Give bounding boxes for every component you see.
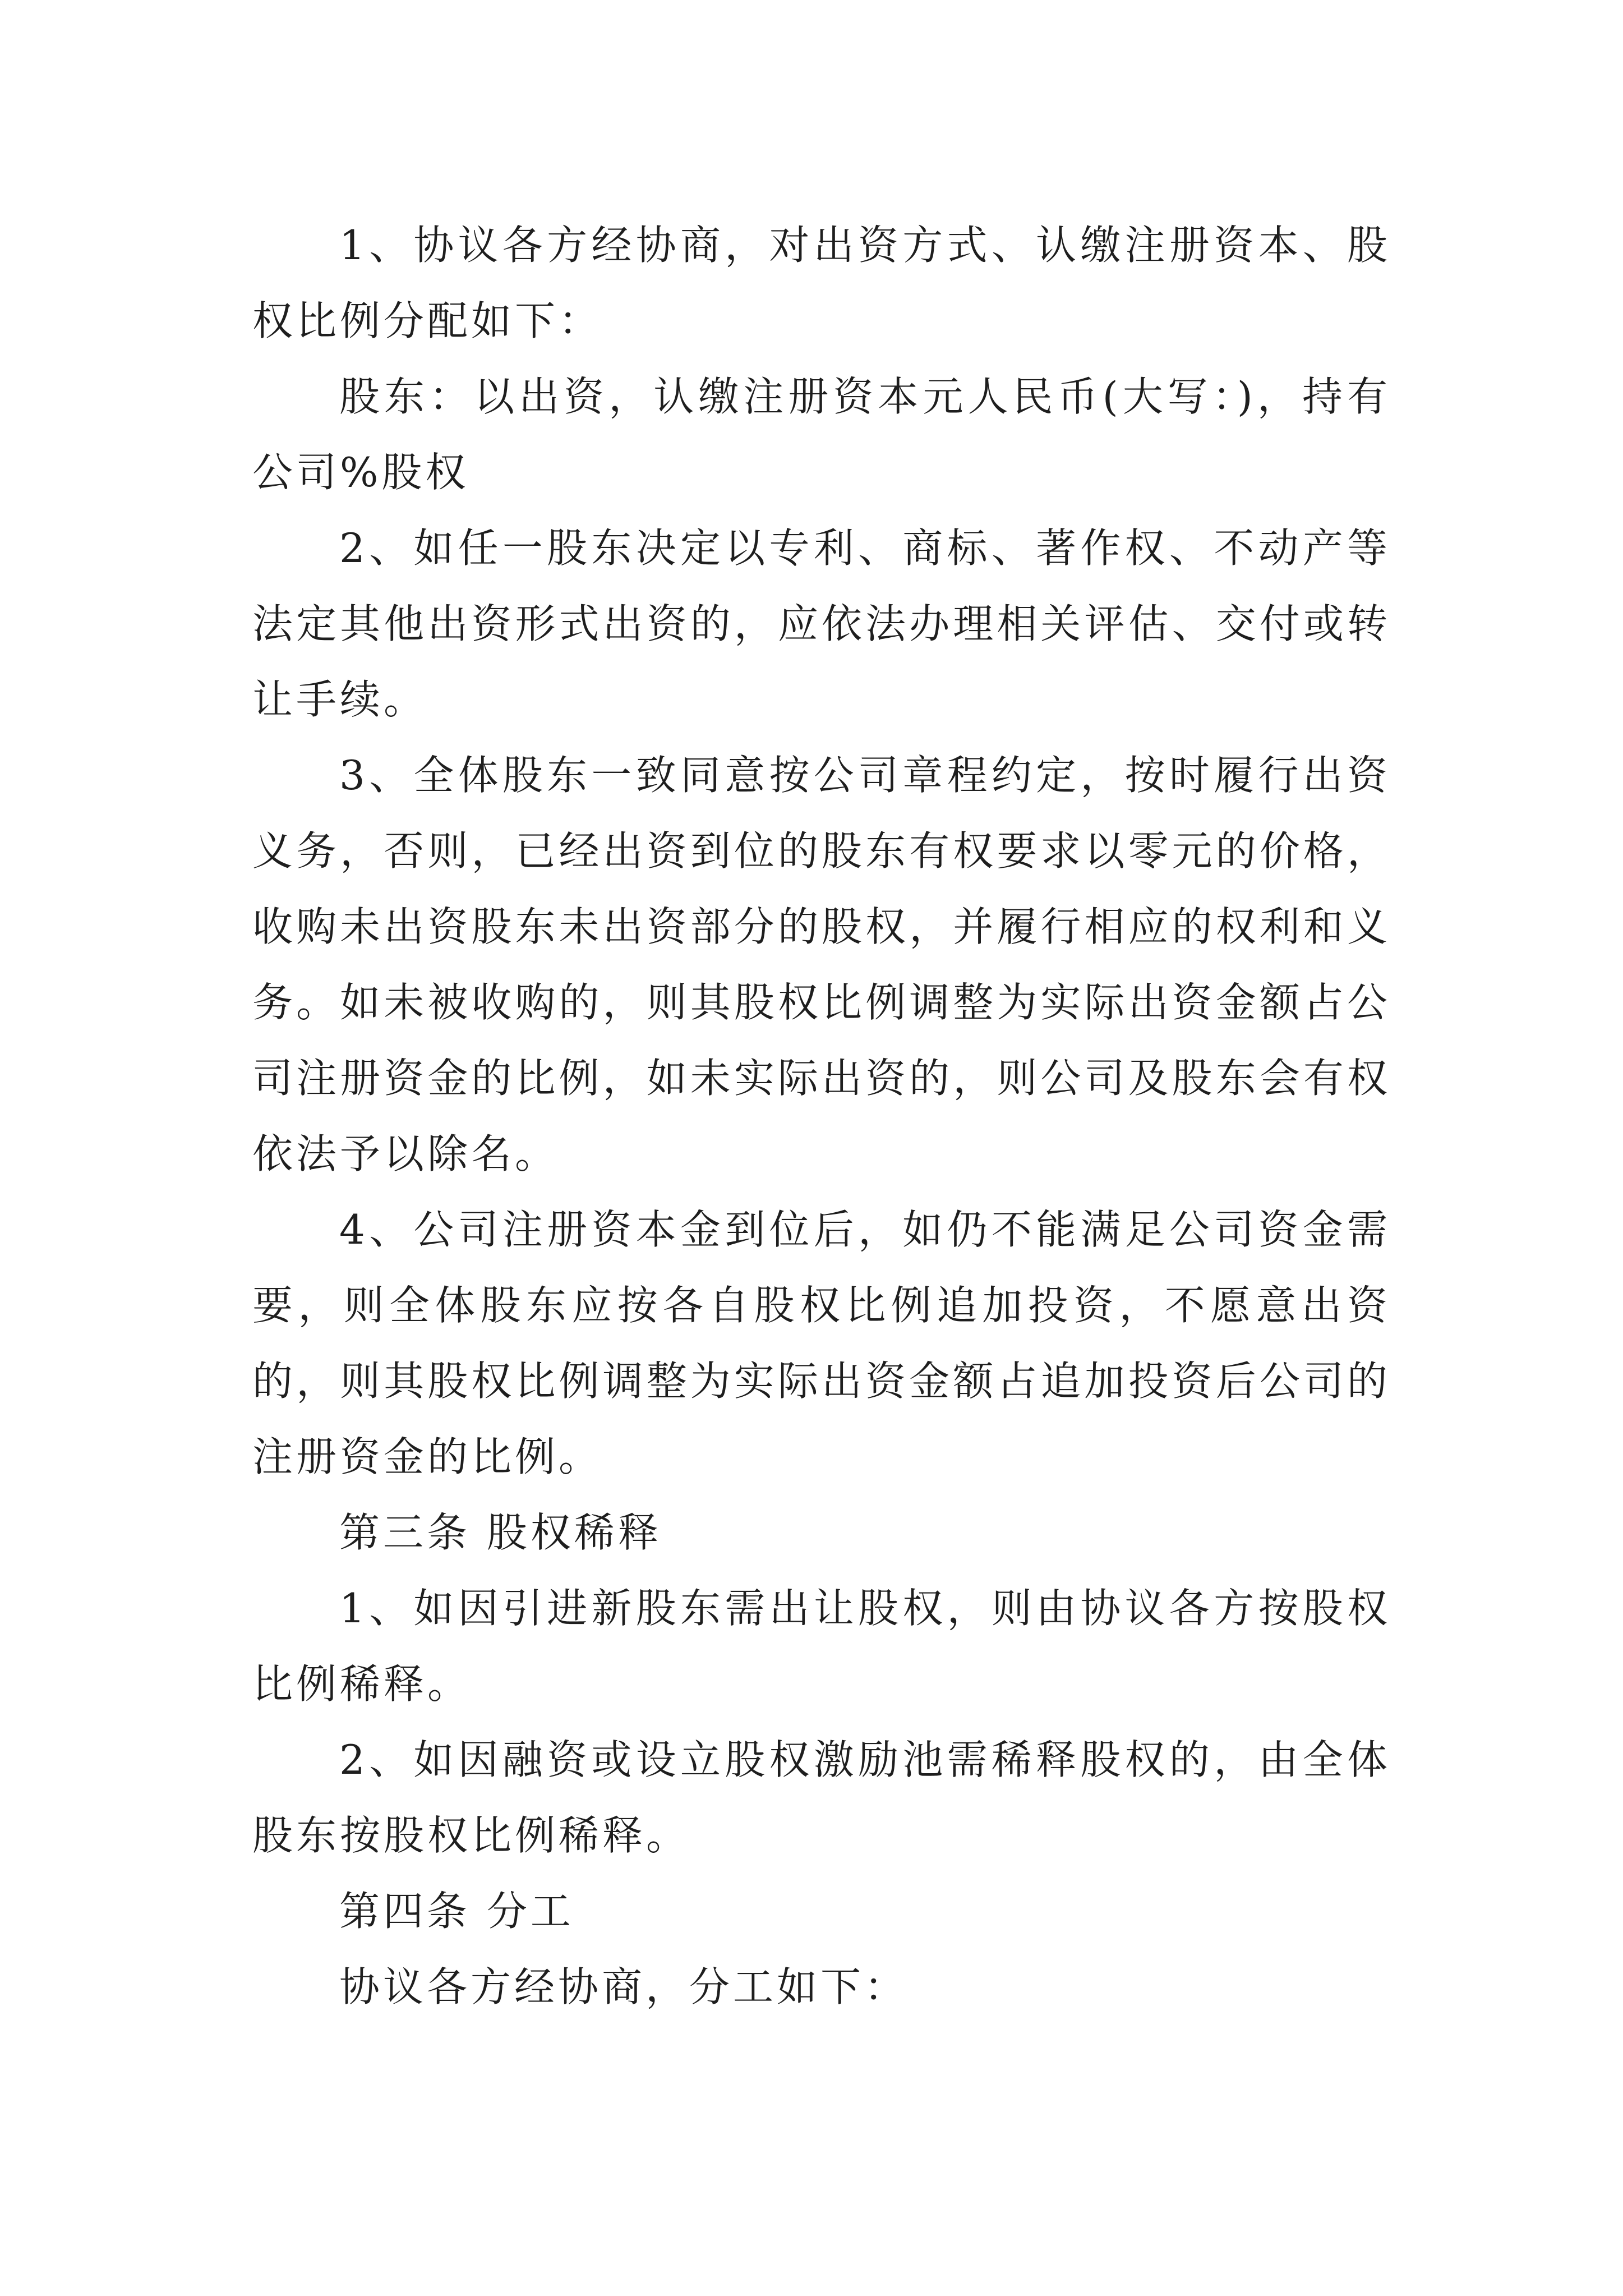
- paragraph-division-of-labor: 协议各方经协商，分工如下：: [339, 1963, 909, 2010]
- paragraph-noncash-contribution: 2、如任一股东决定以专利、商标、著作权、不动产等法定其他出资形式出资的，应依法办理相关评估、交付或转让手续。: [252, 524, 1391, 723]
- paragraph-shareholder-entry: 股东：以出资，认缴注册资本元人民币(大写：)，持有公司%股权: [252, 373, 1391, 496]
- paragraph-capital-allocation: 1、协议各方经协商，对出资方式、认缴注册资本、股权比例分配如下：: [252, 222, 1391, 344]
- paragraph-additional-investment: 4、公司注册资本金到位后，如仍不能满足公司资金需要，则全体股东应按各自股权比例追加投资，不愿意出资的，则其股权比例调整为实际出资金额占追加投资后公司的注册资金的比例。: [252, 1206, 1391, 1480]
- heading-article-4: 第四条 分工: [339, 1888, 574, 1935]
- paragraph-dilution-new-shareholder: 1、如因引进新股东需出让股权，则由协议各方按股权比例稀释。: [252, 1585, 1391, 1708]
- paragraph-dilution-financing: 2、如因融资或设立股权激励池需稀释股权的，由全体股东按股权比例稀释。: [252, 1736, 1391, 1859]
- heading-article-3: 第三条 股权稀释: [339, 1509, 662, 1556]
- document-body: [252, 208, 1391, 2025]
- paragraph-contribution-obligation: 3、全体股东一致同意按公司章程约定，按时履行出资义务，否则，已经出资到位的股东有权要求以零元的价格，收购未出资股东未出资部分的股权，并履行相应的权利和义务。如未被收购的，则其股权比例调整为实际出资金额占公司注册资金的比例，如未实际出资的，则公司及股东会有权依法予以除名。: [252, 752, 1391, 1177]
